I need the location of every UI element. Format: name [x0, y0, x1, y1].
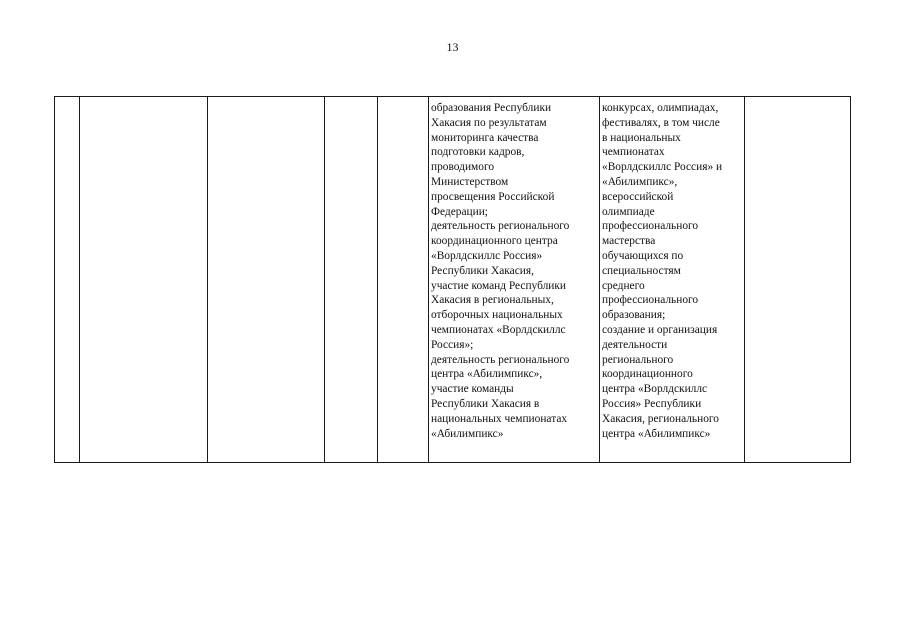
table-cell-col-1: [55, 97, 80, 463]
activity-description-text: образования Республики Хакасия по результатам мониторинга качества подготовки кадров, проводимого Министерством просвещения Российской Федерации; деятельность регионального координационного центра «Ворлдскиллс Россия» Республики Хакасия, участие команд Республики Хакасия в региональных, отборочных национальных чемпионатах «Ворлдскиллс Россия»; деятельность регионального центра «Абилимпикс», участие команды Республики Хакасия в национальных чемпионатах «Абилимпикс»: [431, 102, 570, 440]
table-cell-col-5: [378, 97, 429, 463]
table-cell-col-3: [208, 97, 325, 463]
competitions-description-text: конкурсах, олимпиадах, фестивалях, в том числе в национальных чемпионатах «Ворлдскиллс Россия» и «Абилимпикс», всероссийской олимпиаде профессионального мастерства обучающихся по специальностям среднего профессионального образования; создание и организация деятельности регионального координационного центра «Ворлдскиллс Россия» Республики Хакасия, регионального центра «Абилимпикс»: [602, 102, 723, 440]
table-cell-col-4: [325, 97, 378, 463]
document-table: [54, 96, 851, 463]
table-cell-col-6: [429, 97, 600, 463]
table-row: [55, 97, 851, 463]
table-cell-col-8: [745, 97, 851, 463]
table-cell-col-2: [80, 97, 208, 463]
page-number: 13: [446, 40, 459, 54]
table-cell-col-7: [600, 97, 745, 463]
